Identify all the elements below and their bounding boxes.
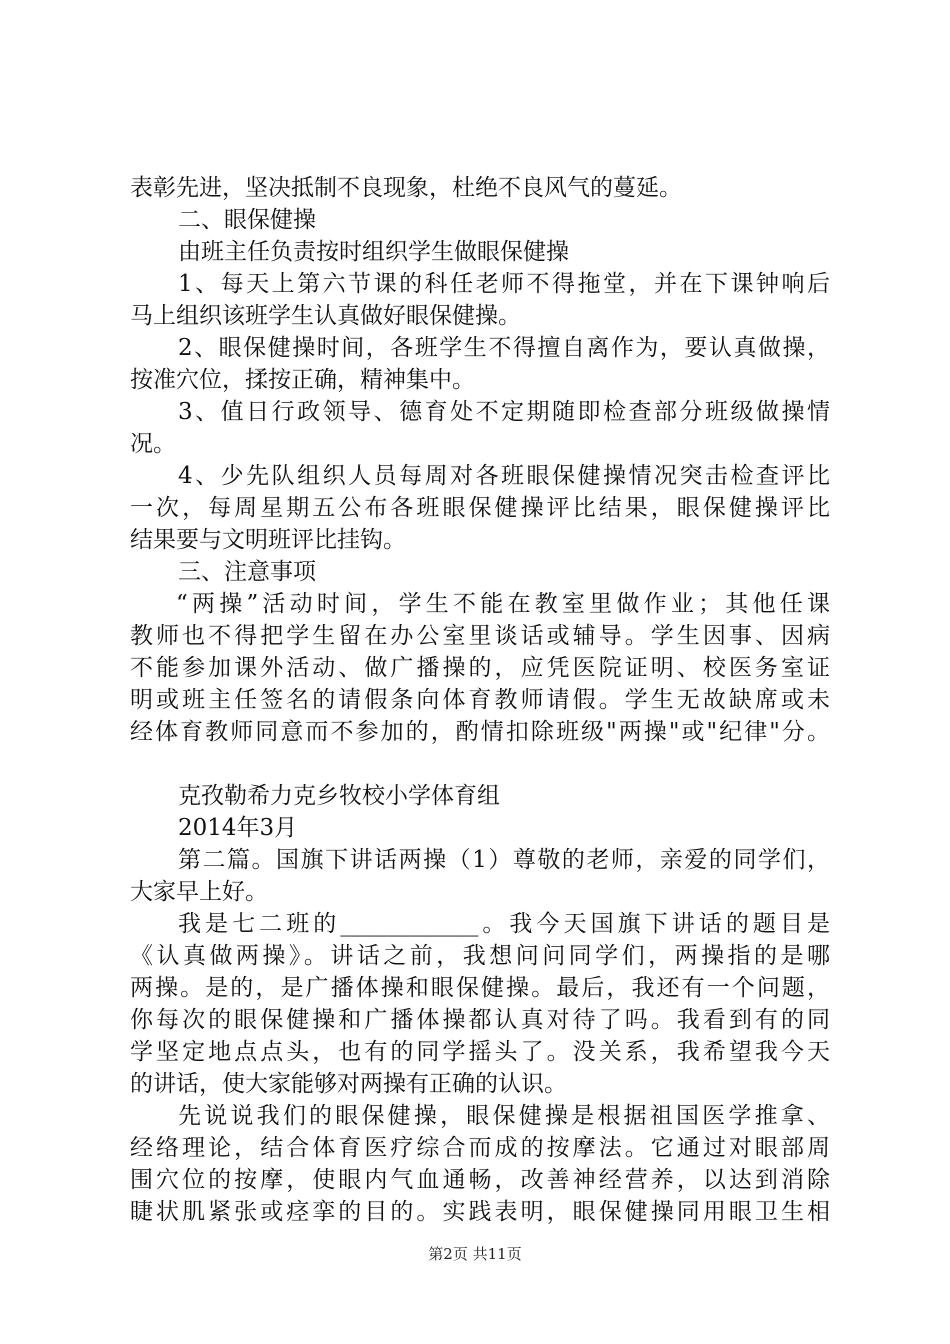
text-line: 《认真做两操》。讲话之前，我想问问同学们，两操指的是哪 [130,943,830,969]
text-line: 睫状肌紧张或痉挛的目的。实践表明，眼保健操同用眼卫生相 [130,1199,830,1225]
text-line: 经络理论，结合体育医疗综合而成的按摩法。它通过对眼部周 [130,1135,830,1161]
signature-organization: 克孜勒希力克乡牧校小学体育组 [178,783,500,809]
text-line: 经体育教师同意而不参加的，酌情扣除班级"两操"或"纪律"分。 [130,719,830,745]
text-line: 学坚定地点点头，也有的同学摇头了。没关系，我希望我今天 [130,1039,830,1065]
text-line: 两操。是的，是广播体操和眼保健操。最后，我还有一个问题， [130,975,830,1001]
text-line: 先说说我们的眼保健操，眼保健操是根据祖国医学推拿、 [178,1103,830,1129]
text-line: 教师也不得把学生留在办公室里谈话或辅导。学生因事、因病 [130,623,830,649]
text-line: 马上组织该班学生认真做好眼保健操。 [130,303,521,329]
text-line: 一次，每周星期五公布各班眼保健操评比结果，眼保健操评比 [130,495,830,521]
text-line: 不能参加课外活动、做广播操的，应凭医院证明、校医务室证 [130,655,830,681]
signature-date: 2014年3月 [178,815,298,841]
text-line: “两操”活动时间，学生不能在教室里做作业；其他任课 [176,591,830,617]
text-line: 第二篇。国旗下讲话两操（1）尊敬的老师，亲爱的同学们， [178,847,830,873]
document-body [130,172,830,1228]
text-line: 表彰先进，坚决抵制不良现象，杜绝不良风气的蔓延。 [130,175,682,201]
text-line: 结果要与文明班评比挂钩。 [130,527,406,553]
text-line: 1、每天上第六节课的科任老师不得拖堂，并在下课钟响后 [178,271,830,297]
text-line: 由班主任负责按时组织学生做眼保健操 [178,239,569,265]
text-line: 4、少先队组织人员每周对各班眼保健操情况突击检查评比 [178,463,830,489]
text-line: 的讲话，使大家能够对两操有正确的认识。 [130,1071,567,1097]
text-line: 我是七二班的____________。我今天国旗下讲话的题目是 [178,911,830,937]
text-line: 2、眼保健操时间，各班学生不得擅自离作为，要认真做操， [178,335,830,361]
text-line: 况。 [130,431,176,457]
text-line: 大家早上好。 [130,879,268,905]
blank-line [130,748,830,780]
text-line: 你每次的眼保健操和广播体操都认真对待了吗。我看到有的同 [130,1007,830,1033]
section-heading: 三、注意事项 [178,559,316,585]
text-line: 3、值日行政领导、德育处不定期随即检查部分班级做操情 [178,399,830,425]
section-heading: 二、眼保健操 [178,207,316,233]
text-line: 明或班主任签名的请假条向体育教师请假。学生无故缺席或未 [130,687,830,713]
page-number: 第2页 共11页 [428,1245,522,1263]
text-line: 按准穴位，揉按正确，精神集中。 [130,367,475,393]
text-line: 围穴位的按摩，使眼内气血通畅，改善神经营养，以达到消除 [130,1167,830,1193]
